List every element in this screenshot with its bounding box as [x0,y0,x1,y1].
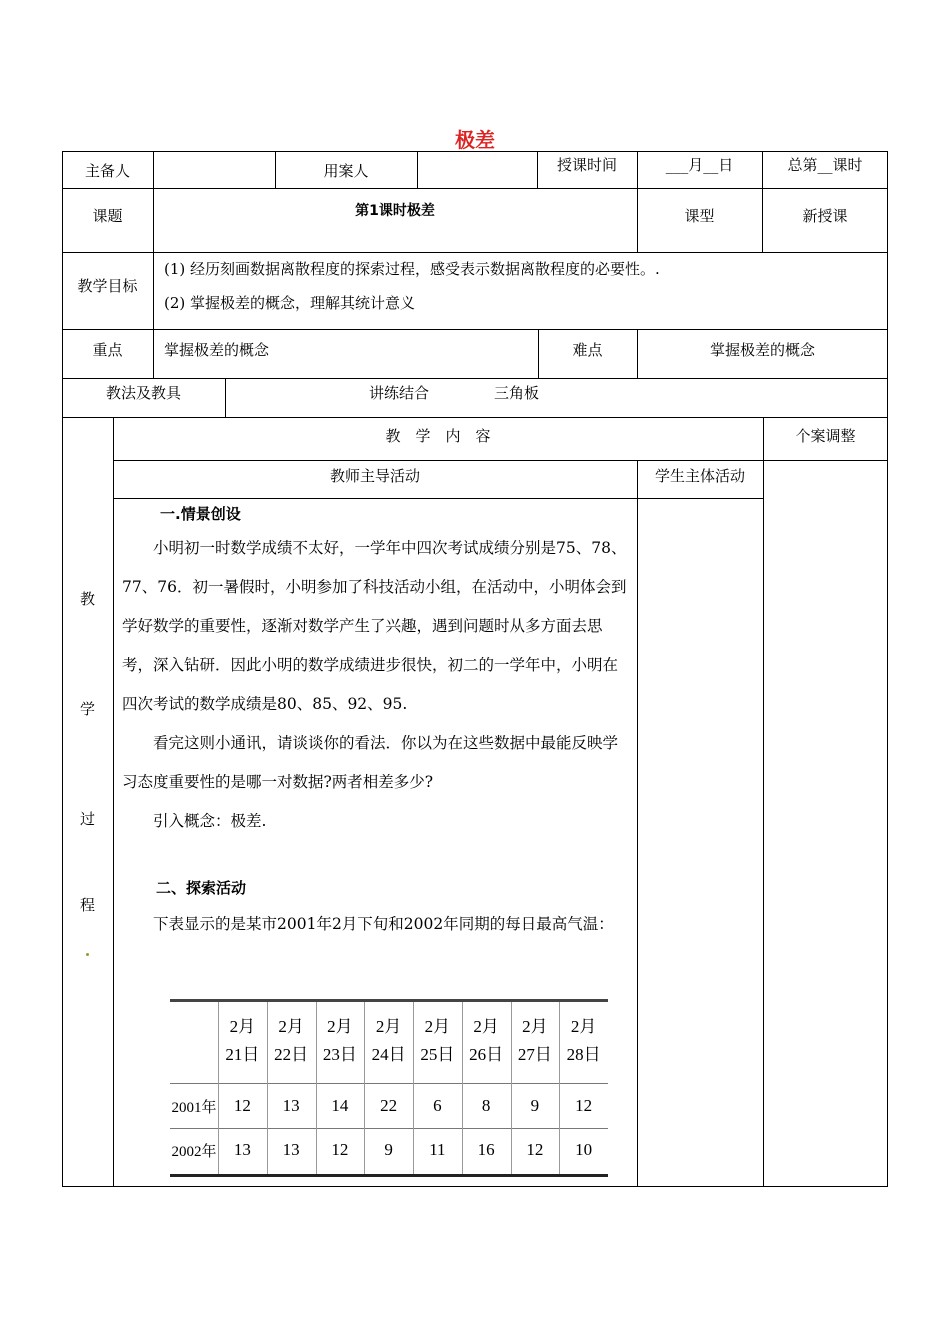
teacher-header: 教师主导活动 [329,467,420,485]
focus-value: 掌握极差的概念 [164,341,270,359]
type-value: 新授课 [802,207,848,225]
header-day: 21日 [225,1045,260,1064]
page-title: 极差 [455,128,495,152]
row-divider [62,188,888,189]
table-row-label: 2001年 [171,1100,217,1116]
table-cell: 11 [429,1140,446,1159]
table-cell: 13 [282,1140,300,1159]
side-char: 教 [79,590,95,608]
table-cell: 22 [380,1096,398,1115]
section-2-body [122,905,632,944]
col-divider [153,151,154,378]
row-divider [113,498,763,499]
table-header-cell [218,1013,267,1069]
side-char: 程 [79,896,95,914]
methods-value-1: 讲练结合 [369,384,430,402]
side-char: 过 [79,810,95,828]
table-cell: 14 [331,1096,349,1115]
decorative-dot [86,953,89,956]
topic-label: 课题 [92,207,123,225]
row-divider [62,329,888,330]
table-row-divider [170,1128,608,1129]
section-2-paragraph: 下表显示的是某市2001年2月下旬和2002年同期的每日最高气温： [153,915,614,933]
table-cell: 10 [575,1140,593,1159]
table-cell: 13 [282,1096,300,1115]
table-row-divider [170,1083,608,1084]
table-top-rule [170,999,608,1002]
col-divider [225,378,226,417]
header-day: 24日 [371,1045,406,1064]
student-header: 学生主体活动 [654,467,745,485]
table-cell: 9 [384,1140,393,1159]
user-label: 用案人 [323,162,369,180]
header-month: 2月 [229,1017,256,1036]
header-month: 2月 [473,1017,499,1036]
section-1-body [122,529,632,841]
section-1-title: 一.情景创设 [160,505,241,523]
table-header-cell [267,1013,316,1069]
header-day: 26日 [469,1045,504,1064]
objectives-label: 教学目标 [77,277,138,295]
header-month: 2月 [522,1017,548,1036]
table-cell: 13 [233,1140,251,1159]
header-day: 27日 [517,1045,552,1064]
col-divider [763,417,764,1187]
table-bottom-rule [170,1174,608,1177]
temperature-table [170,999,608,1177]
table-cell: 9 [530,1096,540,1115]
header-day: 28日 [566,1045,601,1064]
objective-item-1: (1) 经历刻画数据离散程度的探索过程，感受表示数据离散程度的必要性。. [164,260,660,278]
content-header: 教 学 内 容 [385,427,491,445]
header-month: 2月 [278,1017,304,1036]
header-month: 2月 [570,1017,597,1036]
section-1-paragraph: 引入概念：极差. [153,812,267,830]
table-header-cell [559,1013,608,1069]
table-header-cell [316,1013,365,1069]
header-day: 23日 [322,1045,357,1064]
header-month: 2月 [375,1017,402,1036]
header-month: 2月 [327,1017,353,1036]
preparer-label: 主备人 [84,162,130,180]
time-label: 授课时间 [556,156,617,174]
header-month: 2月 [424,1017,451,1036]
col-divider [417,151,418,188]
side-char: 学 [79,700,95,718]
section-1-paragraph: 看完这则小通讯，请谈谈你的看法．你以为在这些数据中最能反映学习态度重要性的是哪一对数据?两者相差多少? [122,734,619,791]
topic-value: 第1课时极差 [355,203,435,219]
col-divider [113,417,114,1187]
date-value: ___月__日 [665,156,734,174]
difficulty-value: 掌握极差的概念 [709,341,815,359]
type-label: 课型 [684,207,715,225]
row-divider [62,252,888,253]
table-header-cell [462,1013,511,1069]
table-cell: 6 [433,1096,442,1115]
table-cell: 12 [526,1140,544,1159]
period-value: 总第__课时 [787,156,863,174]
focus-label: 重点 [92,341,123,359]
header-day: 25日 [420,1045,455,1064]
table-cell: 12 [575,1096,593,1115]
table-cell: 12 [331,1140,349,1159]
table-header-cell [364,1013,413,1069]
section-2-title: 二、探索活动 [156,879,247,897]
table-cell: 12 [233,1096,251,1115]
table-cell: 8 [481,1096,491,1115]
row-divider [62,378,888,379]
difficulty-label: 难点 [572,341,603,359]
table-header-cell [511,1013,560,1069]
section-1-paragraph: 小明初一时数学成绩不太好，一学年中四次考试成绩分别是75、78、77、76．初一暑假时，小明参加了科技活动小组，在活动中，小明体会到学好数学的重要性，逐渐对数学产生了兴趣，遇到问题时从多方面去思考，深入钻研．因此小明的数学成绩进步很快，初二的一学年中，小明在四次考试的数学成绩是80、85、92、95. [122,539,627,713]
table-cell: 16 [477,1140,495,1159]
table-header-cell [413,1013,462,1069]
adjust-header: 个案调整 [795,427,856,445]
col-divider [637,460,638,1187]
methods-label: 教法及教具 [105,384,181,402]
methods-value-2: 三角板 [494,384,540,402]
row-divider [62,417,888,418]
header-day: 22日 [274,1045,309,1064]
objective-item-2: (2) 掌握极差的概念，理解其统计意义 [164,294,416,312]
table-row-label: 2002年 [171,1144,217,1160]
row-divider [113,460,888,461]
